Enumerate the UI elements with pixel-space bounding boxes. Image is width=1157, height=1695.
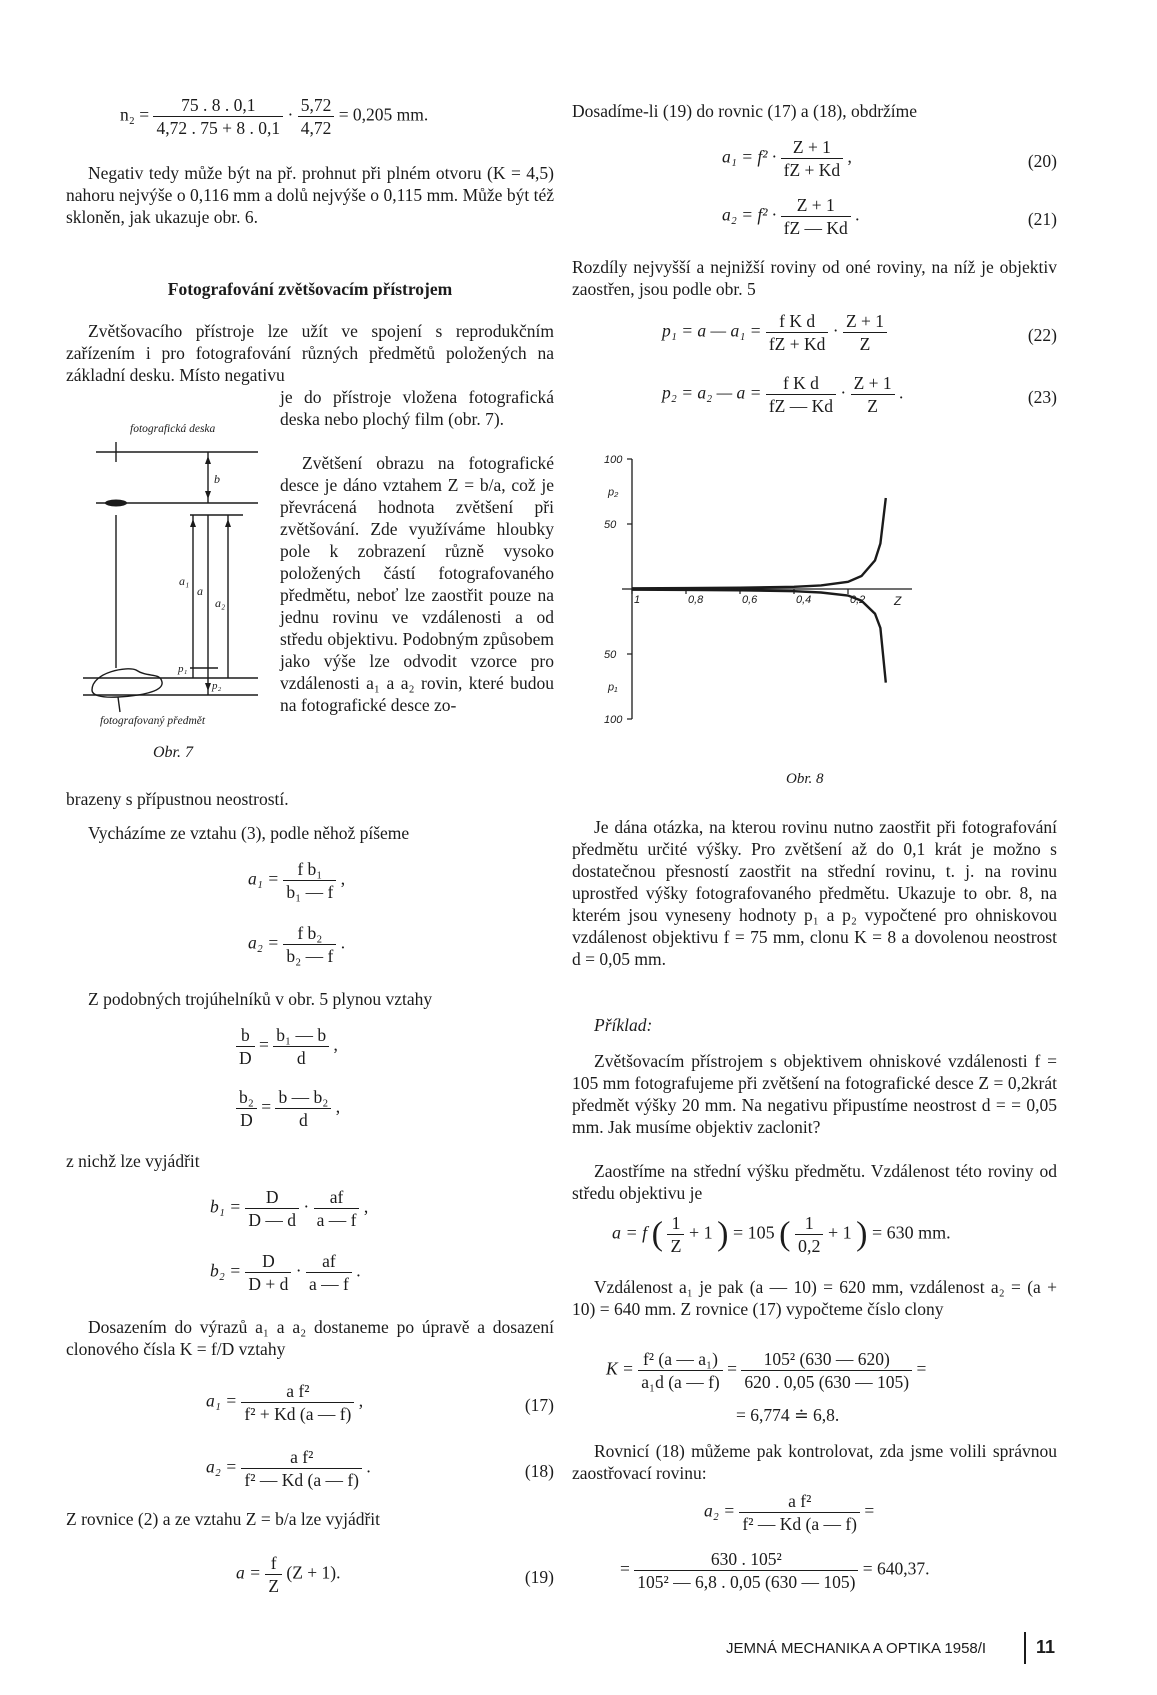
eq19-frac bbox=[265, 1552, 282, 1597]
eq-chk2-lhs: = bbox=[620, 1558, 630, 1579]
para-dosaz: Dosazením do výrazů a₁ a a₂ dostaneme po úpravě a dosazení clonového čísla K = f/D vztahy bbox=[66, 1317, 554, 1359]
x-tick-label: 0,6 bbox=[742, 594, 758, 606]
y-label-p1: p₁ bbox=[608, 681, 618, 694]
eq-bD1 bbox=[236, 1024, 338, 1069]
eq-23 bbox=[662, 372, 903, 417]
eq-K-f1 bbox=[638, 1348, 723, 1393]
n2-frac1-den: 4,72 . 75 + 8 . 0,1 bbox=[156, 118, 281, 138]
n2-frac2 bbox=[298, 94, 335, 139]
eq21-number: (21) bbox=[1027, 209, 1057, 229]
eq22-f2n: Z + 1 bbox=[843, 310, 887, 333]
para-vych: Vycházíme ze vztahu (3), podle něhož píšeme bbox=[88, 823, 410, 843]
eq18-tail: . bbox=[366, 1456, 371, 1477]
eq-a-f2n: 1 bbox=[795, 1212, 824, 1235]
para-zaostr: Zaostříme na střední výšku předmětu. Vzdálenost této roviny od středu objektivu je bbox=[572, 1161, 1057, 1203]
paren-close-1: ) bbox=[717, 1215, 729, 1253]
eq-a1-lhs: a₁ = bbox=[248, 868, 280, 889]
y-tick-label: 50 bbox=[604, 519, 617, 531]
eq-b2-lhs: b₂ = bbox=[210, 1260, 242, 1281]
eq21-lhs: a₂ = f² · bbox=[722, 204, 777, 225]
x-axis-label: Z bbox=[894, 594, 902, 608]
para-rozdil: Rozdíly nejvyšší a nejnižší roviny od oné roviny, na níž je objektiv zaostřen, jsou podle obr. 5 bbox=[572, 257, 1057, 299]
eq23-f2d: Z bbox=[867, 396, 878, 416]
series-line-p2 bbox=[632, 498, 886, 588]
eq-check1 bbox=[704, 1490, 874, 1535]
y-tick-label: 100 bbox=[604, 454, 623, 466]
y-tick-label: 100 bbox=[604, 714, 623, 726]
eq18-num: a f² bbox=[241, 1446, 362, 1469]
eq-bD2 bbox=[236, 1086, 340, 1131]
eq20-lhs: a₁ = f² · bbox=[722, 146, 777, 167]
eq-b1 bbox=[210, 1186, 368, 1231]
x-tick-label: 0,2 bbox=[850, 594, 866, 606]
eq23-f2 bbox=[851, 372, 895, 417]
eq-a1-num: f b₁ bbox=[283, 858, 336, 881]
eq-chk-frac bbox=[739, 1490, 860, 1535]
fig8-caption: Obr. 8 bbox=[786, 771, 824, 787]
eq-chk-den: f² — Kd (a — f) bbox=[742, 1514, 857, 1534]
eq-b1-tail: , bbox=[363, 1196, 369, 1217]
eq-17 bbox=[206, 1380, 363, 1425]
eq-18 bbox=[206, 1446, 371, 1491]
eq-K bbox=[606, 1348, 926, 1393]
eq17-tail: , bbox=[358, 1390, 364, 1411]
eq19-number: (19) bbox=[524, 1567, 554, 1587]
eq20-den: fZ + Kd bbox=[783, 160, 841, 180]
eq-b1-dot: · bbox=[303, 1196, 310, 1217]
n2-result: = 0,205 mm. bbox=[338, 104, 429, 125]
eq-K-eq: = bbox=[727, 1358, 737, 1379]
eq-b1-f1 bbox=[245, 1186, 299, 1231]
eq-chk-lhs: a₂ = bbox=[704, 1500, 736, 1521]
fig7-b: b bbox=[214, 472, 220, 486]
eq-chk2-frac bbox=[634, 1548, 858, 1593]
eq-K-lhs: K = bbox=[606, 1358, 634, 1379]
eq-23-block bbox=[572, 372, 1057, 428]
eq-K-tail: = bbox=[916, 1358, 927, 1379]
eq-bD1-right bbox=[273, 1024, 329, 1069]
eq-22 bbox=[662, 310, 887, 355]
eq-bD1-den: D bbox=[239, 1048, 252, 1068]
n2-dot: · bbox=[287, 104, 294, 125]
eq21-den: fZ — Kd bbox=[783, 218, 848, 238]
eq-a-value bbox=[612, 1212, 951, 1257]
fig7-a: a bbox=[197, 584, 203, 598]
eq-b2 bbox=[210, 1250, 361, 1295]
eq-K-f2d: 620 . 0,05 (630 — 105) bbox=[744, 1372, 910, 1392]
eq-21 bbox=[722, 194, 860, 239]
paren-open-1: ( bbox=[651, 1215, 663, 1253]
n2-formula bbox=[120, 94, 428, 139]
fig7-diagram bbox=[78, 420, 278, 750]
para-vzdal: Vzdálenost a₁ je pak (a — 10) = 620 mm, vzdálenost a₂ = (a + 10) = 640 mm. Z rovnice (17) vypočteme číslo clony bbox=[572, 1277, 1057, 1319]
eq-a2-num: f b₂ bbox=[283, 922, 336, 945]
eq18-den: f² — Kd (a — f) bbox=[244, 1470, 359, 1490]
eq-a-f1 bbox=[667, 1212, 684, 1257]
fig8-chart bbox=[602, 434, 972, 734]
eq-K-f2n: 105² (630 — 620) bbox=[741, 1348, 912, 1371]
eq17-num: a f² bbox=[241, 1380, 354, 1403]
eq-bD2-left bbox=[236, 1086, 257, 1131]
para-dosad: Dosadíme-li (19) do rovnic (17) a (18), obdržíme bbox=[572, 101, 918, 121]
eq-b2-dot: · bbox=[295, 1260, 302, 1281]
fig7-caption: Obr. 7 bbox=[153, 744, 194, 761]
eq-a-plus1: + 1 bbox=[688, 1222, 713, 1243]
eq18-frac bbox=[241, 1446, 362, 1491]
lens-icon bbox=[105, 500, 127, 507]
eq22-f1 bbox=[766, 310, 829, 355]
eq-a-f2d: 0,2 bbox=[797, 1236, 821, 1256]
eq-K-f2 bbox=[741, 1348, 912, 1393]
eq-a-f2 bbox=[795, 1212, 824, 1257]
figure-7 bbox=[78, 420, 278, 760]
eq17-frac bbox=[241, 1380, 354, 1425]
para-troj: Z podobných trojúhelníků v obr. 5 plynou vztahy bbox=[88, 989, 433, 1009]
para-otazka: Je dána otázka, na kterou rovinu nutno zaostřit při fotografování předmětu určité výšky. Pro zvětšení až do 0,1 krát je možno s dostatečnou přesností zaostřit na střední rovinu, t. j. na rovinu uprostřed výšky fotografovaného předmětu. Ukazuje to obr. 8, na kterém jsou vyneseny hodnoty p₁ a p₂ vypočtené pro ohniskovou vzdálenost objektivu f = 75 mm, clonu K = 8 a dovolenou neostrost d = 0,05 mm. bbox=[572, 817, 1057, 969]
eq21-frac bbox=[781, 194, 851, 239]
eq-a-res: = 630 mm. bbox=[871, 1222, 951, 1243]
n2-frac2-num: 5,72 bbox=[298, 94, 335, 117]
fig7-p2: p₂ bbox=[212, 680, 222, 692]
para-zvets-top: Zvětšovacího přístroje lze užít ve spojení s reprodukčním zařízením i pro fotografování různých předmětů položených na základní desku. Místo negativu bbox=[66, 321, 554, 385]
eq18-lhs: a₂ = bbox=[206, 1456, 238, 1477]
eq-20 bbox=[722, 136, 852, 181]
eq-b2-f1 bbox=[245, 1250, 291, 1295]
footer-divider bbox=[1024, 1632, 1026, 1664]
eq19-num: f bbox=[265, 1552, 282, 1575]
eq-check2 bbox=[620, 1548, 930, 1593]
priklad-label: Příklad: bbox=[594, 1015, 653, 1035]
eq22-dot: · bbox=[832, 320, 839, 341]
para-rovnici: Rovnicí (18) můžeme pak kontrolovat, zda jsme volili správnou zaostřovací rovinu: bbox=[572, 1441, 1057, 1483]
eq-a1-den: b₁ — f bbox=[286, 882, 334, 902]
eq-19-block bbox=[66, 1552, 554, 1612]
eq-chk-tail: = bbox=[864, 1500, 875, 1521]
eq23-lhs: p₂ = a₂ — a = bbox=[662, 382, 762, 403]
eq-chk2-num: 630 . 105² bbox=[634, 1548, 858, 1571]
eq-b2-f2n: af bbox=[306, 1250, 352, 1273]
eq-bD2-eq: = bbox=[261, 1096, 272, 1117]
n2-lhs: n₂ = bbox=[120, 104, 150, 125]
eq-b1-f1d: D — d bbox=[248, 1210, 297, 1230]
eq-18-block bbox=[66, 1446, 554, 1506]
eq-b2-f2 bbox=[306, 1250, 352, 1295]
x-tick-label: 0,8 bbox=[688, 594, 704, 606]
para-zvets2-end: brazeny s přípustnou neostrostí. bbox=[66, 789, 289, 809]
eq-19 bbox=[236, 1552, 340, 1597]
para-priklad: Zvětšovacím přístrojem s objektivem ohniskové vzdálenosti f = 105 mm fotografujeme při zvětšení na fotografické desce Z = 0,2krát předmět výšky 20 mm. Na negativu připustíme neostrost d = = 0,05 mm. Jak musíme objektiv zaclonit? bbox=[572, 1051, 1057, 1137]
eq-bD2-rnum: b — b₂ bbox=[275, 1086, 331, 1109]
figure-8 bbox=[602, 434, 972, 734]
eq-a2-tail: . bbox=[340, 932, 346, 953]
eq21-tail: . bbox=[855, 204, 860, 225]
eq-bD2-tail: , bbox=[335, 1096, 341, 1117]
fig7-a2: a₂ bbox=[215, 596, 226, 610]
eq-22-block bbox=[572, 310, 1057, 366]
eq-a-plus2: + 1 bbox=[827, 1222, 852, 1243]
eq-a2-den: b₂ — f bbox=[286, 946, 334, 966]
eq22-f1n: f K d bbox=[766, 310, 829, 333]
eq20-num: Z + 1 bbox=[781, 136, 844, 159]
para-zvets-side: je do přístroje vložena fotografická deska nebo plochý film (obr. 7). bbox=[280, 387, 554, 429]
eq-bD1-num: b bbox=[236, 1024, 255, 1047]
eq-a2 bbox=[248, 922, 345, 967]
eq20-frac bbox=[781, 136, 844, 181]
n2-frac1 bbox=[153, 94, 283, 139]
para-negativ: Negativ tedy může být na př. prohnut při plném otvoru (K = 4,5) nahoru nejvýše o 0,116 mm a dolů nejvýše o 0,115 mm. Může být též skloněn, jak ukazuje obr. 6. bbox=[66, 163, 554, 227]
eq22-f2d: Z bbox=[859, 334, 871, 354]
eq-chk2-res: = 640,37. bbox=[862, 1558, 930, 1579]
eq17-number: (17) bbox=[524, 1395, 554, 1415]
eq-bD2-right bbox=[275, 1086, 331, 1131]
eq-17-block bbox=[66, 1380, 554, 1440]
eq-a1-tail: , bbox=[340, 868, 346, 889]
x-tick-label: 1 bbox=[634, 594, 641, 606]
x-tick-label: 0,4 bbox=[796, 594, 812, 606]
n2-frac1-num: 75 . 8 . 0,1 bbox=[153, 94, 283, 117]
eq-a1 bbox=[248, 858, 345, 903]
para-znichz: z nichž lze vyjádřit bbox=[66, 1151, 200, 1171]
eq23-dot: · bbox=[840, 382, 847, 403]
eq-a-f1n: 1 bbox=[667, 1212, 684, 1235]
series-line-p1 bbox=[632, 590, 886, 683]
eq-a2-frac bbox=[283, 922, 336, 967]
section-title: Fotografování zvětšovacím přístrojem bbox=[167, 279, 453, 299]
eq-bD1-rden: d bbox=[296, 1048, 306, 1068]
eq23-tail: . bbox=[899, 382, 904, 403]
eq-bD2-den: D bbox=[240, 1110, 253, 1130]
eq-a-f1d: Z bbox=[670, 1236, 682, 1256]
eq-K-result: = 6,774 ≐ 6,8. bbox=[736, 1405, 840, 1425]
fig7-label-bottom: fotografovaný předmět bbox=[100, 715, 206, 727]
eq23-f1d: fZ — Kd bbox=[768, 396, 834, 416]
eq18-number: (18) bbox=[524, 1461, 554, 1481]
fig7-label-top: fotografická deska bbox=[130, 423, 216, 435]
eq-a1-frac bbox=[283, 858, 336, 903]
eq-b2-tail: . bbox=[356, 1260, 361, 1281]
eq22-number: (22) bbox=[1027, 325, 1057, 345]
eq19-tail: (Z + 1). bbox=[286, 1562, 341, 1583]
eq-20-block bbox=[572, 136, 1057, 192]
paren-open-2: ( bbox=[779, 1215, 791, 1253]
eq23-number: (23) bbox=[1027, 387, 1057, 407]
eq-b1-f2n: af bbox=[314, 1186, 360, 1209]
eq-b2-f2d: a — f bbox=[309, 1274, 349, 1294]
eq-b1-lhs: b₁ = bbox=[210, 1196, 242, 1217]
para-zrov: Z rovnice (2) a ze vztahu Z = b/a lze vyjádřit bbox=[66, 1509, 381, 1529]
eq-b1-f2 bbox=[314, 1186, 360, 1231]
eq22-f2 bbox=[843, 310, 887, 355]
eq-bD1-left bbox=[236, 1024, 255, 1069]
eq23-f1 bbox=[766, 372, 836, 417]
eq-bD2-num: b₂ bbox=[236, 1086, 257, 1109]
y-tick-label: 50 bbox=[604, 649, 617, 661]
eq19-lhs: a = bbox=[236, 1562, 261, 1583]
paren-close-2: ) bbox=[856, 1215, 868, 1253]
fig7-p1: p₁ bbox=[178, 663, 188, 675]
eq-21-block bbox=[572, 194, 1057, 250]
eq22-f1d: fZ + Kd bbox=[768, 334, 826, 354]
eq-bD2-rden: d bbox=[299, 1110, 308, 1130]
eq22-lhs: p₁ = a — a₁ = bbox=[662, 320, 762, 341]
para-zvets2-side: Zvětšení obrazu na fotografické desce je dáno vztahem Z = b/a, což je převrácená hodnota zvětšení při zvětšování. Zde využíváme hloubky pole k zobrazení různě vysoko položených částí fotografovaného předmětu, neboť lze zaostřit pouze na jednu rovinu ve vzdálenosti a od středu objektivu. Podobným způsobem jako výše lze odvodit vzorce pro vzdálenosti a₁ a a₂ rovin, které budou na fotografické desce zo- bbox=[280, 453, 554, 715]
eq17-den: f² + Kd (a — f) bbox=[244, 1404, 352, 1424]
eq-a-lhs: a = f bbox=[612, 1222, 648, 1243]
eq20-number: (20) bbox=[1027, 151, 1057, 171]
eq-K-f1d: a₁d (a — f) bbox=[641, 1372, 720, 1392]
page-number: 11 bbox=[1036, 1637, 1056, 1657]
eq-chk-num: a f² bbox=[739, 1490, 860, 1513]
y-label-p2: p₂ bbox=[608, 486, 619, 499]
eq-bD1-rnum: b₁ — b bbox=[273, 1024, 329, 1047]
eq-b1-f2d: a — f bbox=[316, 1210, 357, 1230]
eq17-lhs: a₁ = bbox=[206, 1390, 238, 1411]
eq-b2-f1d: D + d bbox=[248, 1274, 289, 1294]
eq19-den: Z bbox=[268, 1576, 280, 1596]
eq-bD1-tail: , bbox=[333, 1034, 338, 1055]
journal-footer: JEMNÁ MECHANIKA A OPTIKA 1958/I bbox=[726, 1640, 987, 1657]
eq23-f2n: Z + 1 bbox=[851, 372, 895, 395]
eq-chk2-den: 105² — 6,8 . 0,05 (630 — 105) bbox=[637, 1572, 856, 1592]
eq-b2-f1n: D bbox=[245, 1250, 291, 1273]
eq21-num: Z + 1 bbox=[781, 194, 851, 217]
eq23-f1n: f K d bbox=[766, 372, 836, 395]
n2-frac2-den: 4,72 bbox=[300, 118, 332, 138]
eq20-tail: , bbox=[847, 146, 852, 167]
eq-b1-f1n: D bbox=[245, 1186, 299, 1209]
eq-K-f1n: f² (a — a₁) bbox=[638, 1348, 723, 1371]
fig7-a1: a₁ bbox=[179, 574, 190, 588]
eq-a2-lhs: a₂ = bbox=[248, 932, 280, 953]
eq-bD1-eq: = bbox=[259, 1034, 269, 1055]
eq-a-mid: = 105 bbox=[732, 1222, 775, 1243]
